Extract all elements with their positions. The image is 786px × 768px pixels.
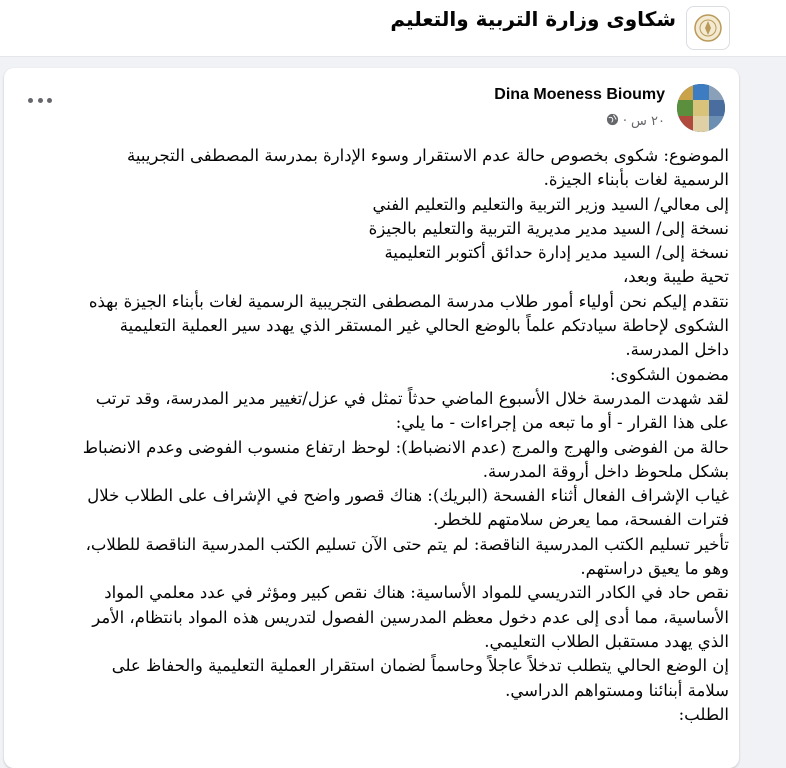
- post-line: غياب الإشراف الفعال أثناء الفسحة (البريك): هناك قصور واضح في الإشراف على الطلاب خلال: [87, 486, 729, 506]
- group-title[interactable]: شكاوى وزارة التربية والتعليم: [390, 7, 676, 31]
- post-line: نسخة إلى/ السيد مدير مديرية التربية والتعليم بالجيزة: [368, 218, 729, 238]
- post-line: على هذا القرار - أو ما تبعه من إجراءات - ما يلي:: [395, 413, 729, 433]
- post-line: بشكل ملحوظ داخل أروقة المدرسة.: [482, 461, 729, 481]
- globe-icon: [606, 113, 619, 130]
- seal-graphic: [693, 13, 723, 43]
- post-line: سلامة أبنائنا ومستواهم الدراسي.: [505, 680, 729, 700]
- post-line: إلى معالي/ السيد وزير التربية والتعليم والتعليم الفني: [372, 194, 729, 214]
- post-line: حالة من الفوضى والهرج والمرج (عدم الانضباط): لوحظ ارتفاع منسوب الفوضى وعدم الانضباط: [82, 437, 729, 457]
- post-body: [59, 144, 729, 727]
- post-line: مضمون الشكوى:: [609, 364, 729, 384]
- author-name[interactable]: Dina Moeness Bioumy: [494, 86, 665, 103]
- post-line: فترات الفسحة، مما يعرض سلامتهم للخطر.: [433, 510, 729, 530]
- post-line: الشكوى لإحاطة سيادتكم علماً بالوضع الحالي غير المستقر الذي يهدد سير العملية التعليمية: [119, 316, 729, 336]
- post-line: الأساسية، مما أدى إلى عدم دخول معظم المدرسين الفصول لتدريس هذه المواد بانتظام، الأمر: [92, 607, 729, 627]
- post-line: تحية طيبة وبعد،: [622, 267, 729, 287]
- post-line: إن الوضع الحالي يتطلب تدخلاً عاجلاً وحاسماً لضمان استقرار العملية التعليمية والحفاظ على: [111, 656, 729, 676]
- post-line: داخل المدرسة.: [625, 340, 729, 360]
- ministry-seal-icon[interactable]: [686, 6, 730, 50]
- post-line: نسخة إلى/ السيد مدير إدارة حدائق أكتوبر التعليمية: [384, 243, 729, 263]
- post-line: الذي يهدد مستقبل الطلاب التعليمي.: [484, 631, 729, 651]
- post-line: الموضوع: شكوى بخصوص حالة عدم الاستقرار وسوء الإدارة بمدرسة المصطفى التجريبية: [127, 146, 729, 165]
- avatar-image: [677, 84, 725, 132]
- author-avatar[interactable]: [677, 84, 725, 132]
- meta-separator: ·: [622, 114, 628, 129]
- post-time[interactable]: ٢٠ س: [631, 114, 665, 129]
- more-dots-icon[interactable]: [28, 94, 52, 106]
- post-line: وهو ما يعيق دراستهم.: [580, 559, 729, 579]
- post-line: الطلب:: [678, 704, 729, 724]
- post-meta: [606, 113, 665, 130]
- post-line: نقص حاد في الكادر التدريسي للمواد الأساسية: هناك نقص كبير ومؤثر في عدد معلمي المواد: [104, 583, 729, 603]
- post-line: تأخير تسليم الكتب المدرسية الناقصة: لم يتم حتى الآن تسليم الكتب المدرسية الناقصة للطلاب،: [85, 534, 729, 554]
- post-card: [4, 68, 739, 768]
- group-header: [0, 0, 786, 57]
- post-line: لقد شهدت المدرسة خلال الأسبوع الماضي حدثاً تمثل في عزل/تغيير مدير المدرسة، وقد ترتب: [95, 388, 729, 408]
- post-line: الرسمية لغات بأبناء الجيزة.: [543, 170, 729, 190]
- post-line: نتقدم إليكم نحن أولياء أمور طلاب مدرسة المصطفى التجريبية الرسمية لغات بأبناء الجيزة بهذه: [88, 291, 729, 311]
